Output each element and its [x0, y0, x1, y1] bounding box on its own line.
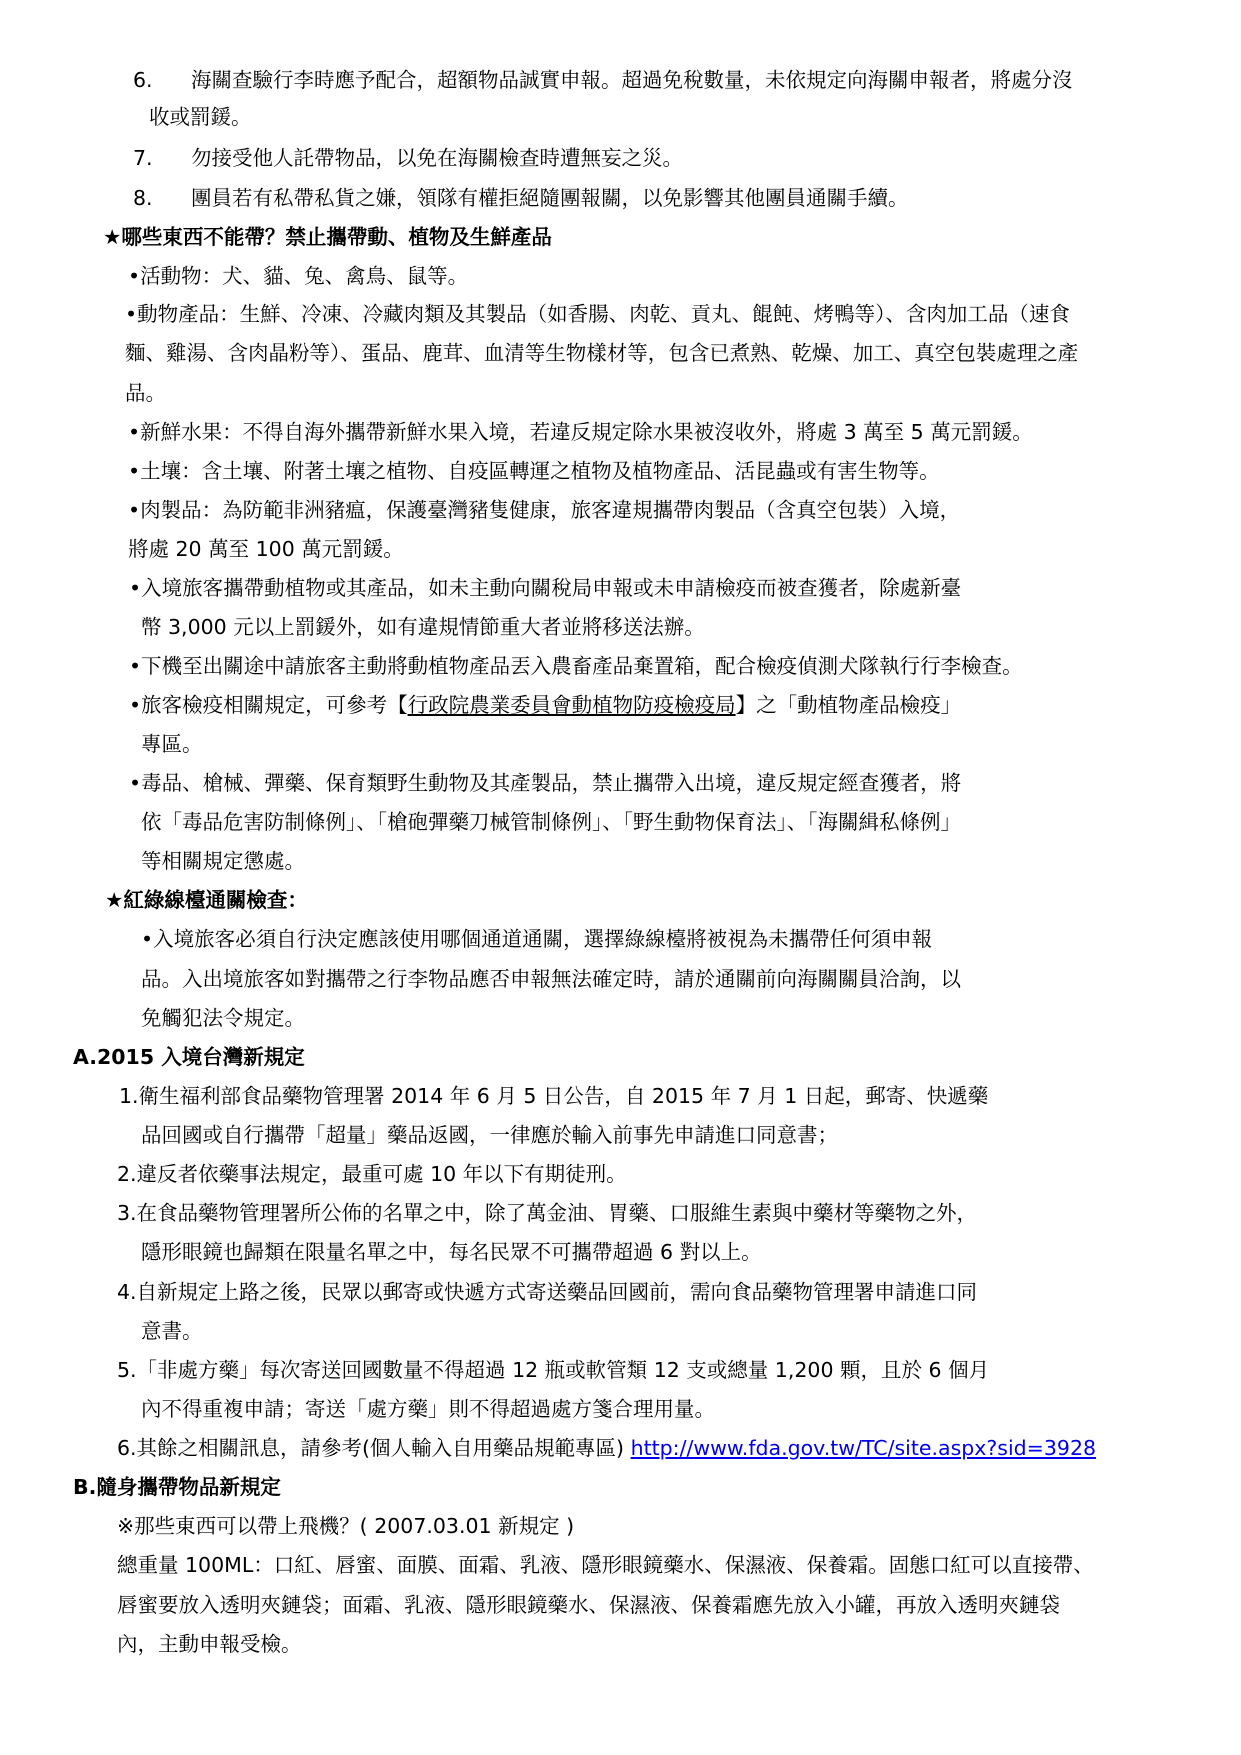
fda-link[interactable]: http://www.fda.gov.tw/TC/site.aspx?sid=3928 [630, 1436, 1097, 1460]
bullet-meat-products-cont: 將處 20 萬至 100 萬元罰鍰。 [128, 537, 404, 561]
list-item-6-cont: 收或罰鍰。 [149, 105, 252, 129]
quarantine-text: •旅客檢疫相關規定，可參考【 [129, 693, 408, 717]
red-green-text: •入境旅客必須自行決定應該使用哪個通道通關，選擇綠線檯將被視為未攜帶任何須申報 [141, 927, 933, 951]
section-a-item-1: 1.衛生福利部食品藥物管理署 2014 年 6 月 5 日公告，自 2015 年 7 月 1 日起，郵寄、快遞藥 [119, 1084, 989, 1108]
list-text: 海關查驗行李時應予配合，超額物品誠實申報。超過免稅數量，未依規定向海關申報者，將處分沒 [191, 68, 1073, 92]
bullet-animal-products: •動物產品：生鮮、冷凍、冷藏肉類及其製品（如香腸、肉乾、貢丸、餛飩、烤鴨等）、含肉加工品（速食 [125, 302, 1070, 326]
section-a-item-4-cont: 意書。 [141, 1319, 203, 1343]
bullet-disposal-bin: •下機至出關途中請旅客主動將動植物產品丟入農畜產品棄置箱，配合檢疫偵測犬隊執行行李檢查。 [129, 654, 1023, 678]
bullet-animal-products-cont: 品。 [125, 381, 166, 405]
section-a-item-1-cont: 品回國或自行攜帶「超量」藥品返國，一律應於輸入前事先申請進口同意書； [141, 1123, 838, 1147]
bullet-fresh-fruit: •新鮮水果：不得自海外攜帶新鮮水果入境，若違反規定除水果被沒收外，將處 3 萬至 5 萬元罰鍰。 [128, 420, 1033, 444]
list-text: 團員若有私帶私貨之嫌，領隊有權拒絕隨團報關，以免影響其他團員通關手續。 [191, 186, 909, 210]
list-item-8 [133, 185, 909, 211]
bullet-quarantine [129, 692, 961, 718]
section-a-item-4: 4.自新規定上路之後，民眾以郵寄或快遞方式寄送藥品回國前，需向食品藥物管理署申請進口同 [117, 1280, 978, 1304]
bullet-declare-cont: 幣 3,000 元以上罰鍰外，如有違規情節重大者並將移送法辦。 [141, 615, 705, 639]
list-text: 勿接受他人託帶物品，以免在海關檢查時遭無妄之災。 [191, 146, 683, 170]
bullet-declare: •入境旅客攜帶動植物或其產品，如未主動向關稅局申報或未申請檢疫而被查獲者，除處新臺 [129, 576, 962, 600]
list-number: 8. [133, 186, 153, 210]
bullet-contraband-cont: 等相關規定懲處。 [141, 849, 305, 873]
prohibited-heading: ★哪些東西不能帶？禁止攜帶動、植物及生鮮產品 [103, 225, 552, 249]
bullet-quarantine-cont: 專區。 [141, 732, 203, 756]
section-a-heading: A.2015 入境台灣新規定 [73, 1045, 305, 1069]
section-a-item-6 [117, 1435, 1096, 1461]
section-b-heading: B.隨身攜帶物品新規定 [73, 1475, 281, 1499]
red-green-heading: ★紅綠線檯通關檢查： [105, 888, 308, 912]
list-item-7 [133, 145, 683, 171]
section-a-item-6-text: 6.其餘之相關訊息，請參考(個人輸入自用藥品規範專區) [117, 1436, 631, 1460]
quarantine-bureau-link[interactable]: 行政院農業委員會動植物防疫檢疫局 [407, 693, 736, 717]
section-b-note: ※那些東西可以帶上飛機？( 2007.03.01 新規定 ) [117, 1514, 575, 1538]
list-number: 6. [133, 68, 153, 92]
bullet-soil: •土壤：含土壤、附著土壤之植物、自疫區轉運之植物及植物產品、活昆蟲或有害生物等。 [128, 459, 940, 483]
bullet-contraband: •毒品、槍械、彈藥、保育類野生動物及其產製品，禁止攜帶入出境，違反規定經查獲者，將 [129, 771, 962, 795]
quarantine-text: 】之「動植物產品檢疫」 [735, 693, 962, 717]
section-b-text-cont: 唇蜜要放入透明夾鏈袋；面霜、乳液、隱形眼鏡藥水、保濕液、保養霜應先放入小罐，再放入透明夾鏈袋 [117, 1593, 1060, 1617]
section-a-item-2: 2.違反者依藥事法規定，最重可處 10 年以下有期徒刑。 [117, 1162, 627, 1186]
list-item-6 [133, 67, 1073, 93]
section-b-text-cont: 內，主動申報受檢。 [117, 1632, 302, 1656]
section-a-item-3: 3.在食品藥物管理署所公佈的名單之中，除了萬金油、胃藥、口服維生素與中藥材等藥物之外， [117, 1201, 978, 1225]
bullet-meat-products: •肉製品：為防範非洲豬瘟，保護臺灣豬隻健康，旅客違規攜帶肉製品（含真空包裝）入境， [128, 498, 961, 522]
red-green-text-cont: 品。入出境旅客如對攜帶之行李物品應否申報無法確定時，請於通關前向海關關員洽詢，以 [141, 967, 961, 991]
section-b-text: 總重量 100ML：口紅、唇蜜、面膜、面霜、乳液、隱形眼鏡藥水、保濕液、保養霜。固態口紅可以直接帶、 [117, 1553, 1094, 1577]
list-number: 7. [133, 146, 153, 170]
bullet-animal-products-cont: 麵、雞湯、含肉晶粉等）、蛋品、鹿茸、血清等生物樣材等，包含已煮熟、乾燥、加工、真空包裝處理之產 [125, 341, 1079, 365]
section-a-item-5: 5.「非處方藥」每次寄送回國數量不得超過 12 瓶或軟管類 12 支或總量 1,200 顆，且於 6 個月 [117, 1358, 990, 1382]
section-a-item-3-cont: 隱形眼鏡也歸類在限量名單之中，每名民眾不可攜帶超過 6 對以上。 [141, 1240, 762, 1264]
section-a-item-5-cont: 內不得重複申請；寄送「處方藥」則不得超過處方箋合理用量。 [141, 1397, 715, 1421]
bullet-live-animals: •活動物：犬、貓、兔、禽鳥、鼠等。 [128, 264, 469, 288]
bullet-contraband-cont: 依「毒品危害防制條例」、「槍砲彈藥刀械管制條例」、「野生動物保育法」、「海關緝私條例」 [141, 810, 961, 834]
red-green-text-cont: 免觸犯法令規定。 [141, 1006, 305, 1030]
